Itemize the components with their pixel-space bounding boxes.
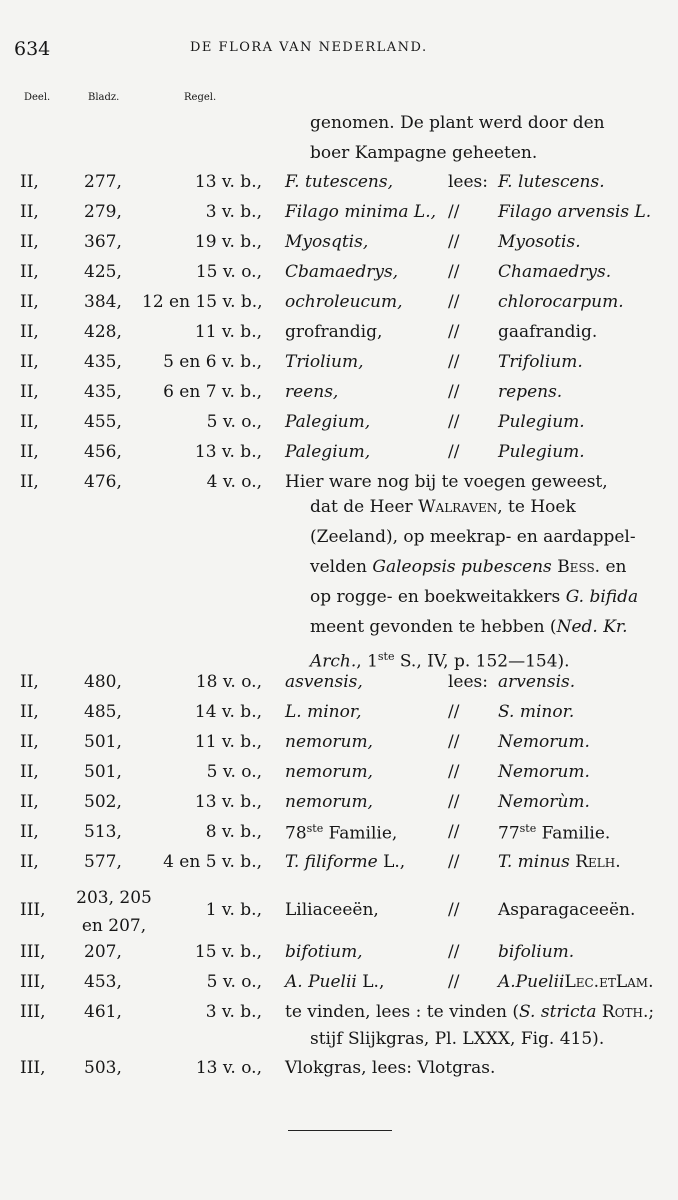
cell-mark: // — [448, 702, 460, 722]
cell-mark: // — [448, 382, 460, 402]
note-line: op rogge- en boekweitakkers G. bifida — [310, 587, 639, 607]
cell-bladz: 279, — [84, 202, 122, 222]
cell-deel: II, — [20, 442, 39, 462]
cell-deel: II, — [20, 232, 39, 252]
cell-deel: II, — [20, 672, 39, 692]
cell-regel: 14 v. b., — [194, 702, 262, 722]
erratum-row: III, 1 v. b., Liliaceeën, // Asparagaceeën. — [20, 900, 636, 920]
erratum-row — [0, 258, 678, 288]
note-line: Arch., 1ste S., IV, p. 152—154). — [310, 650, 570, 672]
cell-deel: II, — [20, 702, 39, 722]
cell-wrong: nemorum, — [285, 732, 373, 752]
cell-right: Nemorum. — [498, 732, 590, 752]
cell-deel: II, — [20, 172, 39, 192]
cell-wrong: Cbamaedrys, — [285, 262, 399, 282]
cell-mark: lees: — [448, 172, 489, 192]
cell-wrong: Palegium, — [285, 412, 371, 432]
cell-deel: II, — [20, 472, 39, 492]
cell-regel: 11 v. b., — [194, 322, 262, 342]
erratum-row — [0, 408, 678, 438]
cell-right: Trifolium. — [498, 352, 583, 372]
column-header-regel: Regel. — [184, 92, 217, 103]
cell-right: arvensis. — [498, 672, 576, 692]
cell-deel: II, — [20, 292, 39, 312]
cell-deel: II, — [20, 762, 39, 782]
cell-wrong: grofrandig, — [285, 322, 383, 342]
cell-wrong: L. minor, — [285, 702, 362, 722]
cell-right: Pulegium. — [498, 442, 585, 462]
erratum-row — [0, 788, 678, 818]
cell-mark: // — [448, 292, 460, 312]
running-title: DE FLORA VAN NEDERLAND. — [190, 40, 428, 55]
cell-deel: II, — [20, 732, 39, 752]
cell-regel: 3 v. b., — [205, 202, 262, 222]
cell-regel: 4 v. o., — [206, 472, 262, 492]
cell-right: S. minor. — [498, 702, 575, 722]
cell-bladz: 502, — [84, 792, 122, 812]
cell-deel: II, — [20, 352, 39, 372]
intro-line: genomen. De plant werd door den — [310, 113, 605, 133]
cell-right: Myosotis. — [498, 232, 581, 252]
note-line: meent gevonden te hebben (Ned. Kr. — [310, 617, 628, 637]
cell-wrong: Palegium, — [285, 442, 371, 462]
intro-line: boer Kampagne geheeten. — [310, 143, 538, 163]
note-line: dat de Heer Walraven, te Hoek — [310, 497, 576, 517]
cell-deel: II, — [20, 262, 39, 282]
cell-mark: // — [448, 322, 460, 342]
cell-mark: // — [448, 262, 460, 282]
cell-deel: II, — [20, 382, 39, 402]
erratum-row — [0, 198, 678, 228]
cell-regel: 5 v. o., — [206, 412, 262, 432]
cell-right: Pulegium. — [498, 412, 585, 432]
cell-bladz: 501, — [84, 732, 122, 752]
cell-deel: II, — [20, 412, 39, 432]
cell-right: Chamaedrys. — [498, 262, 612, 282]
erratum-row — [0, 378, 678, 408]
cell-wrong: nemorum, — [285, 792, 373, 812]
cell-bladz: 384, — [84, 292, 122, 312]
cell-wrong: Filago minima L., — [285, 202, 437, 222]
cell-bladz: 480, — [84, 672, 122, 692]
erratum-row: III, 503, 13 v. o., Vlokgras, lees: Vlotgras. — [20, 1058, 496, 1078]
erratum-row — [0, 698, 678, 728]
cell-bladz: 428, — [84, 322, 122, 342]
erratum-row — [0, 168, 678, 198]
erratum-row: III, 461, 3 v. b., te vinden, lees : te vinden (S. stricta Roth.; — [20, 1002, 655, 1022]
cell-deel: II, — [20, 322, 39, 342]
erratum-row — [0, 438, 678, 468]
cell-mark: // — [448, 792, 460, 812]
erratum-row — [0, 348, 678, 378]
cell-mark: // — [448, 202, 460, 222]
cell-right: F. lutescens. — [498, 172, 605, 192]
cell-regel: 6 en 7 v. b., — [163, 382, 262, 402]
erratum-row: III, 207, 15 v. b., bifotium, // bifolium. — [20, 942, 575, 962]
erratum-row — [0, 668, 678, 698]
cell-bladz: 425, — [84, 262, 122, 282]
cell-wrong: asvensis, — [285, 672, 363, 692]
cell-deel: II, — [20, 202, 39, 222]
cell-regel: 15 v. o., — [195, 262, 262, 282]
cell-right: gaafrandig. — [498, 322, 598, 342]
cell-regel: 5 en 6 v. b., — [163, 352, 262, 372]
cell-mark: // — [448, 352, 460, 372]
cell-regel: 12 en 15 v. b., — [142, 292, 263, 312]
cell-deel: II, — [20, 792, 39, 812]
cell-bladz: 476, — [84, 472, 122, 492]
cell-right: repens. — [498, 382, 563, 402]
cell-mark: // — [448, 762, 460, 782]
cell-bladz: 485, — [84, 702, 122, 722]
end-rule — [288, 1130, 392, 1131]
note-line: velden Galeopsis pubescens Bess. en — [310, 557, 627, 577]
cell-mark: // — [448, 232, 460, 252]
cell-bladz: 435, — [84, 382, 122, 402]
column-header-deel: Deel. — [24, 92, 51, 103]
cell-mark: lees: — [448, 672, 489, 692]
cell-wrong: ochroleucum, — [285, 292, 403, 312]
erratum-row — [0, 228, 678, 258]
cell-right: chlorocarpum. — [498, 292, 624, 312]
cell-wrong: Hier ware nog bij te voegen geweest, — [285, 472, 608, 492]
erratum-row — [0, 758, 678, 788]
cell-regel: 5 v. o., — [206, 762, 262, 782]
erratum-row — [0, 288, 678, 318]
erratum-row — [0, 318, 678, 348]
cell-regel: 13 v. b., — [194, 172, 262, 192]
cell-wrong: F. tutescens, — [285, 172, 394, 192]
cell-bladz: 455, — [84, 412, 122, 432]
cell-bladz: 435, — [84, 352, 122, 372]
cell-bladz: 367, — [84, 232, 122, 252]
cell-regel: 13 v. b., — [194, 442, 262, 462]
erratum-row: III, 453, 5 v. o., A. Puelii L., // A.PueliiLec.etLam. — [20, 972, 654, 992]
cell-mark: // — [448, 442, 460, 462]
column-header-bladz: Bladz. — [88, 92, 120, 103]
cell-bladz: 456, — [84, 442, 122, 462]
erratum-row: II, 577, 4 en 5 v. b., T. filiforme L., // T. minus Relh. — [20, 852, 621, 872]
cell-right: Nemorum. — [498, 762, 590, 782]
cell-wrong: Triolium, — [285, 352, 364, 372]
cell-wrong: reens, — [285, 382, 339, 402]
cell-regel: 11 v. b., — [194, 732, 262, 752]
page-number: 634 — [14, 38, 51, 60]
cell-bladz: 501, — [84, 762, 122, 782]
cell-mark: // — [448, 412, 460, 432]
cell-right: Filago arvensis L. — [498, 202, 652, 222]
erratum-row — [0, 728, 678, 758]
erratum-row: II, 513, 8 v. b., 78ste Familie, // 77ste Familie. — [20, 822, 611, 844]
note-line: (Zeeland), op meekrap- en aardappel- — [310, 527, 636, 547]
cell-wrong: Myosqtis, — [285, 232, 369, 252]
cell-regel: 18 v. o., — [195, 672, 262, 692]
cell-mark: // — [448, 732, 460, 752]
cell-bladz: 277, — [84, 172, 122, 192]
cell-right: Nemorùm. — [498, 792, 590, 812]
cell-wrong: nemorum, — [285, 762, 373, 782]
cell-regel: 19 v. b., — [194, 232, 262, 252]
cell-regel: 13 v. b., — [194, 792, 262, 812]
note-line: stijf Slijkgras, Pl. LXXX, Fig. 415). — [310, 1029, 605, 1049]
page-reference-stacked: 203, 205 en 207, — [76, 888, 152, 936]
